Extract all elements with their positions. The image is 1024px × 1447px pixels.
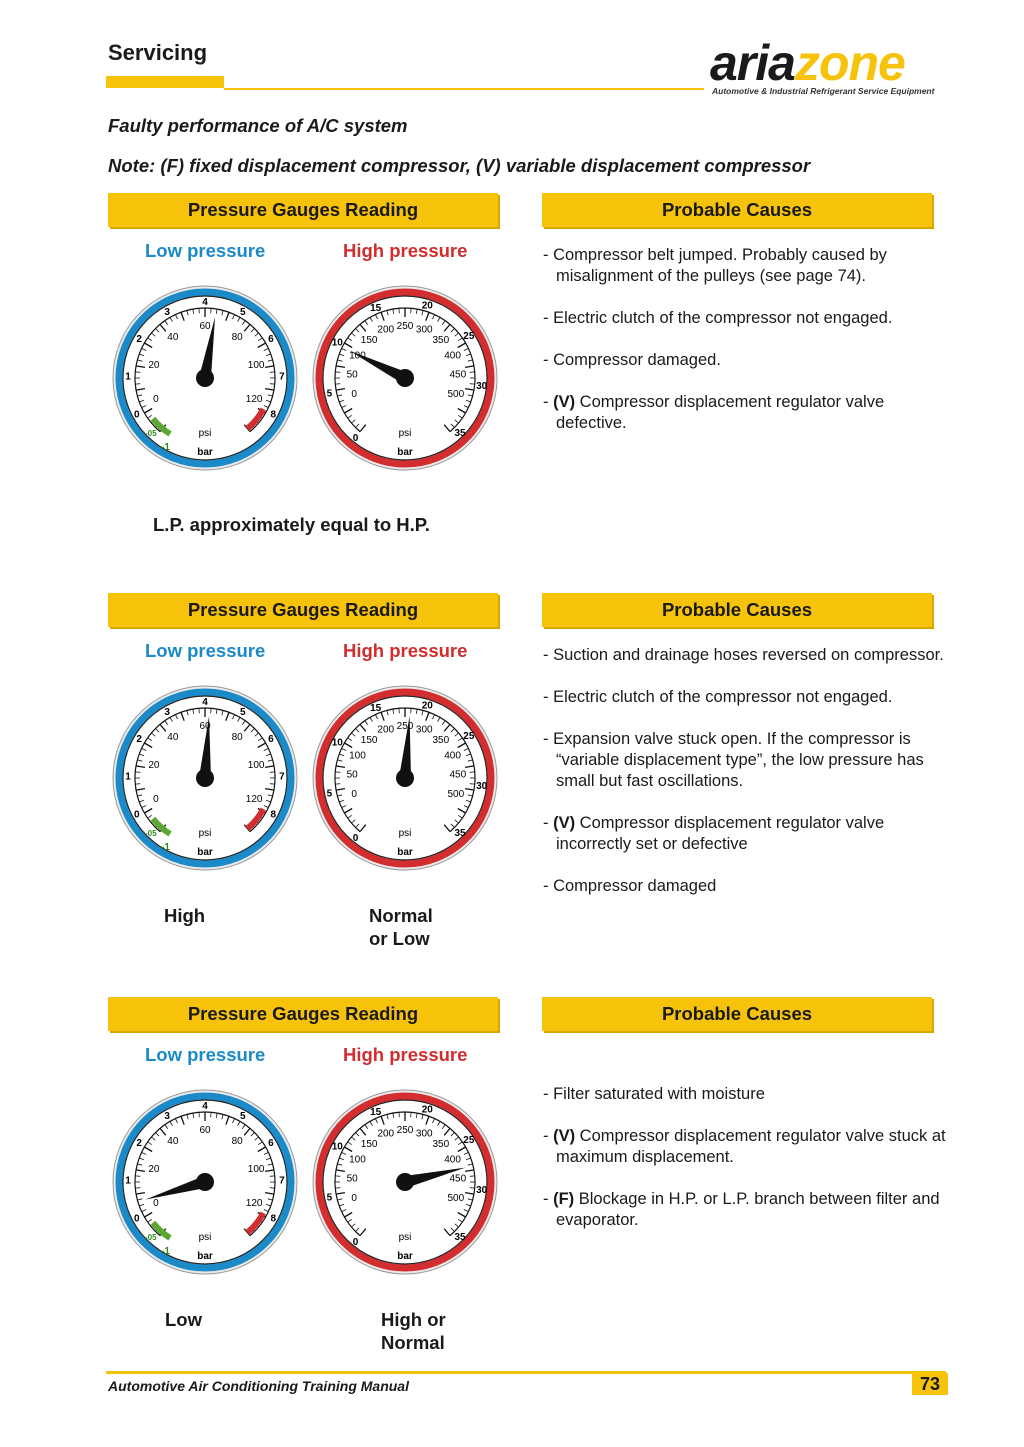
low-pressure-psi-label: 40 xyxy=(167,1135,179,1147)
high-pressure-reading-line1: Normal xyxy=(369,905,433,926)
low-pressure-psi-label: 120 xyxy=(245,1197,263,1209)
cause-dash: - xyxy=(543,1190,554,1208)
high-pressure-unit-psi: psi xyxy=(398,828,412,839)
high-pressure-psi-label: 50 xyxy=(346,1173,358,1185)
low-pressure-bar-label: 7 xyxy=(279,771,285,783)
high-pressure-psi-label: 0 xyxy=(351,1192,357,1204)
low-pressure-unit-psi: psi xyxy=(198,828,212,839)
high-pressure-psi-label: 300 xyxy=(415,1128,433,1140)
cause-compressor-type: (V) xyxy=(553,814,576,832)
low-pressure-gauge xyxy=(113,286,297,470)
low-pressure-unit-bar: bar xyxy=(197,847,213,858)
high-pressure-bar-label: 20 xyxy=(421,300,433,312)
causes-list xyxy=(543,245,953,455)
high-pressure-psi-label: 100 xyxy=(349,1154,366,1166)
page-number: 73 xyxy=(912,1373,948,1395)
low-pressure-psi-label: 0 xyxy=(153,1197,159,1209)
low-pressure-neg-label: -1 xyxy=(161,442,170,453)
low-pressure-needle-hub xyxy=(196,1173,214,1191)
high-pressure-bar-label: 30 xyxy=(476,1184,488,1196)
high-pressure-psi-label: 350 xyxy=(432,1138,450,1150)
low-pressure-bar-label: 6 xyxy=(268,334,274,346)
brand-logo xyxy=(710,35,905,91)
gauges-heading: Pressure Gauges Reading xyxy=(108,193,498,227)
high-pressure-gauge xyxy=(313,1090,497,1274)
high-pressure-bar-label: 5 xyxy=(326,788,333,800)
high-pressure-label: High pressure xyxy=(343,1044,468,1065)
high-pressure-bar-label: 10 xyxy=(331,337,343,349)
high-pressure-psi-label: 500 xyxy=(447,388,465,400)
high-pressure-bar-label: 0 xyxy=(352,832,359,844)
low-pressure-psi-label: 60 xyxy=(199,1125,211,1136)
cause-text: - Expansion valve stuck open. If the compressor is “variable displacement type”, the low pressure has small but fast oscillations. xyxy=(543,730,924,790)
low-pressure-bar-label: 6 xyxy=(268,1138,274,1150)
causes-heading: Probable Causes xyxy=(542,593,932,627)
low-pressure-psi-label: 80 xyxy=(231,1135,243,1147)
low-pressure-psi-label: 80 xyxy=(231,331,243,343)
cause-text: - Electric clutch of the compressor not engaged. xyxy=(543,688,893,706)
low-pressure-neg-label: -05 xyxy=(145,1233,157,1242)
cause-item xyxy=(543,729,953,792)
cause-text: Compressor displacement regulator valve stuck at maximum displacement. xyxy=(556,1127,946,1166)
low-pressure-bar-label: 0 xyxy=(133,1213,140,1225)
low-pressure-psi-label: 0 xyxy=(153,793,159,805)
low-pressure-bar-label: 7 xyxy=(279,371,285,383)
low-pressure-unit-bar: bar xyxy=(197,1251,213,1262)
gauge-pair xyxy=(108,1082,508,1282)
high-pressure-psi-label: 150 xyxy=(360,334,378,346)
low-pressure-psi-label: 0 xyxy=(153,393,159,405)
cause-text: - Compressor belt jumped. Probably caused by misalignment of the pulleys (see page 74). xyxy=(543,246,887,285)
high-pressure-unit-bar: bar xyxy=(397,847,413,858)
low-pressure-bar-label: 8 xyxy=(270,809,277,821)
causes-list xyxy=(543,645,953,918)
page-subtitle: Faulty performance of A/C system xyxy=(108,115,408,136)
high-pressure-psi-label: 250 xyxy=(396,721,414,732)
cause-item xyxy=(543,876,953,897)
low-pressure-gauge xyxy=(113,686,297,870)
high-pressure-needle-hub xyxy=(396,1173,414,1191)
high-pressure-unit-bar: bar xyxy=(397,1251,413,1262)
high-pressure-psi-label: 250 xyxy=(396,321,414,332)
cause-dash: - xyxy=(543,814,554,832)
high-pressure-psi-label: 400 xyxy=(444,750,461,762)
low-pressure-psi-label: 40 xyxy=(167,731,179,743)
cause-text: Compressor displacement regulator valve defective. xyxy=(556,393,885,432)
high-pressure-psi-label: 450 xyxy=(449,769,467,781)
cause-compressor-type: (V) xyxy=(553,393,576,411)
high-pressure-bar-label: 15 xyxy=(370,1106,382,1118)
high-pressure-unit-psi: psi xyxy=(398,1232,412,1243)
cause-text: - Filter saturated with moisture xyxy=(543,1085,765,1103)
low-pressure-bar-label: 0 xyxy=(133,809,140,821)
low-pressure-bar-label: 5 xyxy=(240,306,246,318)
cause-text: Blockage in H.P. or L.P. branch between filter and evaporator. xyxy=(556,1190,940,1229)
cause-item xyxy=(543,813,953,855)
high-pressure-bar-label: 5 xyxy=(326,1192,333,1204)
section-title: Servicing xyxy=(108,40,208,65)
high-pressure-bar-label: 25 xyxy=(463,330,475,342)
gauges-heading: Pressure Gauges Reading xyxy=(108,593,498,627)
low-pressure-unit-bar: bar xyxy=(197,447,213,458)
cause-item xyxy=(543,350,953,371)
high-pressure-psi-label: 300 xyxy=(415,724,433,736)
cause-text: - Compressor damaged xyxy=(543,877,717,895)
low-pressure-psi-label: 120 xyxy=(245,793,263,805)
low-pressure-reading: High xyxy=(164,905,206,926)
high-pressure-label: High pressure xyxy=(343,640,468,661)
low-pressure-needle-hub xyxy=(196,369,214,387)
cause-item xyxy=(543,687,953,708)
high-pressure-psi-label: 350 xyxy=(432,734,450,746)
cause-item xyxy=(543,245,953,287)
low-pressure-bar-label: 3 xyxy=(164,306,170,318)
high-pressure-bar-label: 10 xyxy=(331,737,343,749)
high-pressure-bar-label: 25 xyxy=(463,730,475,742)
high-pressure-psi-label: 0 xyxy=(351,788,357,800)
cause-dash: - xyxy=(543,393,554,411)
low-pressure-psi-label: 60 xyxy=(199,321,211,332)
low-pressure-psi-label: 20 xyxy=(148,359,160,371)
low-pressure-bar-label: 2 xyxy=(136,734,142,746)
low-pressure-psi-label: 100 xyxy=(247,759,265,771)
low-pressure-psi-label: 120 xyxy=(245,393,263,405)
high-pressure-psi-label: 300 xyxy=(415,324,433,336)
high-pressure-bar-label: 35 xyxy=(454,827,466,839)
low-pressure-label: Low pressure xyxy=(145,240,266,261)
high-pressure-psi-label: 150 xyxy=(360,1138,378,1150)
low-pressure-bar-label: 5 xyxy=(240,706,246,718)
high-pressure-psi-label: 500 xyxy=(447,788,465,800)
high-pressure-bar-label: 15 xyxy=(370,302,382,314)
cause-item xyxy=(543,645,953,666)
causes-heading: Probable Causes xyxy=(542,997,932,1031)
high-pressure-psi-label: 450 xyxy=(449,369,467,381)
low-pressure-gauge xyxy=(113,1090,297,1274)
high-pressure-psi-label: 200 xyxy=(377,1128,395,1140)
high-pressure-bar-label: 20 xyxy=(421,1104,433,1116)
high-pressure-bar-label: 5 xyxy=(326,388,333,400)
low-pressure-neg-label: -05 xyxy=(145,829,157,838)
high-pressure-unit-psi: psi xyxy=(398,428,412,439)
cause-compressor-type: (V) xyxy=(553,1127,576,1145)
high-pressure-psi-label: 50 xyxy=(346,369,358,381)
low-pressure-psi-label: 20 xyxy=(148,1163,160,1175)
high-pressure-psi-label: 0 xyxy=(351,388,357,400)
low-pressure-bar-label: 1 xyxy=(125,371,131,383)
low-pressure-psi-label: 20 xyxy=(148,759,160,771)
low-pressure-bar-label: 8 xyxy=(270,409,277,421)
cause-dash: - xyxy=(543,1127,554,1145)
low-pressure-needle-hub xyxy=(196,769,214,787)
low-pressure-reading: Low xyxy=(165,1309,202,1330)
high-pressure-unit-bar: bar xyxy=(397,447,413,458)
logo-text-dark: aria xyxy=(710,35,795,91)
low-pressure-bar-label: 4 xyxy=(202,697,208,708)
high-pressure-reading-line1: High or xyxy=(381,1309,446,1330)
low-pressure-bar-label: 1 xyxy=(125,1175,131,1187)
causes-heading: Probable Causes xyxy=(542,193,932,227)
logo-text-yellow: zone xyxy=(794,35,905,91)
low-pressure-bar-label: 8 xyxy=(270,1213,277,1225)
high-pressure-psi-label: 450 xyxy=(449,1173,467,1185)
header-rule xyxy=(224,88,704,90)
high-pressure-psi-label: 150 xyxy=(360,734,378,746)
footer-title: Automotive Air Conditioning Training Manual xyxy=(108,1378,409,1394)
low-pressure-bar-label: 3 xyxy=(164,1110,170,1122)
low-pressure-psi-label: 60 xyxy=(199,721,211,732)
high-pressure-psi-label: 400 xyxy=(444,1154,461,1166)
causes-list xyxy=(543,1084,953,1252)
low-pressure-bar-label: 3 xyxy=(164,706,170,718)
high-pressure-psi-label: 200 xyxy=(377,324,395,336)
high-pressure-bar-label: 30 xyxy=(476,780,488,792)
high-pressure-gauge xyxy=(313,286,497,470)
cause-text: - Electric clutch of the compressor not engaged. xyxy=(543,309,893,327)
high-pressure-psi-label: 350 xyxy=(432,334,450,346)
gauge-pair xyxy=(108,278,508,478)
high-pressure-psi-label: 400 xyxy=(444,350,461,362)
gauge-pair xyxy=(108,678,508,878)
low-pressure-bar-label: 5 xyxy=(240,1110,246,1122)
high-pressure-label: High pressure xyxy=(343,240,468,261)
high-pressure-bar-label: 0 xyxy=(352,432,359,444)
high-pressure-bar-label: 20 xyxy=(421,700,433,712)
low-pressure-bar-label: 0 xyxy=(133,409,140,421)
low-pressure-bar-label: 7 xyxy=(279,1175,285,1187)
footer-rule xyxy=(106,1371,946,1374)
high-pressure-reading-line2: Normal xyxy=(381,1332,445,1353)
high-pressure-psi-label: 100 xyxy=(349,350,366,362)
high-pressure-gauge xyxy=(313,686,497,870)
high-pressure-psi-label: 100 xyxy=(349,750,366,762)
cause-text: - Compressor damaged. xyxy=(543,351,721,369)
gauges-heading: Pressure Gauges Reading xyxy=(108,997,498,1031)
header-accent-bar xyxy=(106,76,224,88)
high-pressure-bar-label: 35 xyxy=(454,1231,466,1243)
high-pressure-bar-label: 35 xyxy=(454,427,466,439)
cause-item xyxy=(543,1189,953,1231)
high-pressure-psi-label: 500 xyxy=(447,1192,465,1204)
low-pressure-unit-psi: psi xyxy=(198,428,212,439)
low-pressure-bar-label: 4 xyxy=(202,1101,208,1112)
cause-item xyxy=(543,1126,953,1168)
high-pressure-psi-label: 50 xyxy=(346,769,358,781)
cause-item xyxy=(543,1084,953,1105)
low-pressure-neg-label: -1 xyxy=(161,842,170,853)
low-pressure-psi-label: 80 xyxy=(231,731,243,743)
cause-text: Compressor displacement regulator valve incorrectly set or defective xyxy=(556,814,885,853)
high-pressure-bar-label: 30 xyxy=(476,380,488,392)
low-pressure-neg-label: -05 xyxy=(145,429,157,438)
low-pressure-psi-label: 100 xyxy=(247,359,265,371)
low-pressure-bar-label: 2 xyxy=(136,334,142,346)
high-pressure-psi-label: 250 xyxy=(396,1125,414,1136)
brand-tagline: Automotive & Industrial Refrigerant Service Equipment xyxy=(712,86,935,96)
cause-item xyxy=(543,392,953,434)
high-pressure-needle-hub xyxy=(396,769,414,787)
high-pressure-bar-label: 25 xyxy=(463,1134,475,1146)
high-pressure-reading-line2: or Low xyxy=(369,928,430,949)
high-pressure-needle-hub xyxy=(396,369,414,387)
low-pressure-bar-label: 6 xyxy=(268,734,274,746)
low-pressure-neg-label: -1 xyxy=(161,1246,170,1257)
pressure-reading: L.P. approximately equal to H.P. xyxy=(153,514,430,535)
cause-item xyxy=(543,308,953,329)
high-pressure-bar-label: 15 xyxy=(370,702,382,714)
high-pressure-bar-label: 10 xyxy=(331,1141,343,1153)
low-pressure-label: Low pressure xyxy=(145,1044,266,1065)
compressor-note: Note: (F) fixed displacement compressor, (V) variable displacement compressor xyxy=(108,155,811,176)
low-pressure-bar-label: 4 xyxy=(202,297,208,308)
low-pressure-unit-psi: psi xyxy=(198,1232,212,1243)
high-pressure-bar-label: 0 xyxy=(352,1236,359,1248)
low-pressure-label: Low pressure xyxy=(145,640,266,661)
high-pressure-psi-label: 200 xyxy=(377,724,395,736)
low-pressure-psi-label: 40 xyxy=(167,331,179,343)
low-pressure-bar-label: 2 xyxy=(136,1138,142,1150)
cause-compressor-type: (F) xyxy=(553,1190,575,1208)
cause-text: - Suction and drainage hoses reversed on compressor. xyxy=(543,646,944,664)
low-pressure-bar-label: 1 xyxy=(125,771,131,783)
low-pressure-psi-label: 100 xyxy=(247,1163,265,1175)
